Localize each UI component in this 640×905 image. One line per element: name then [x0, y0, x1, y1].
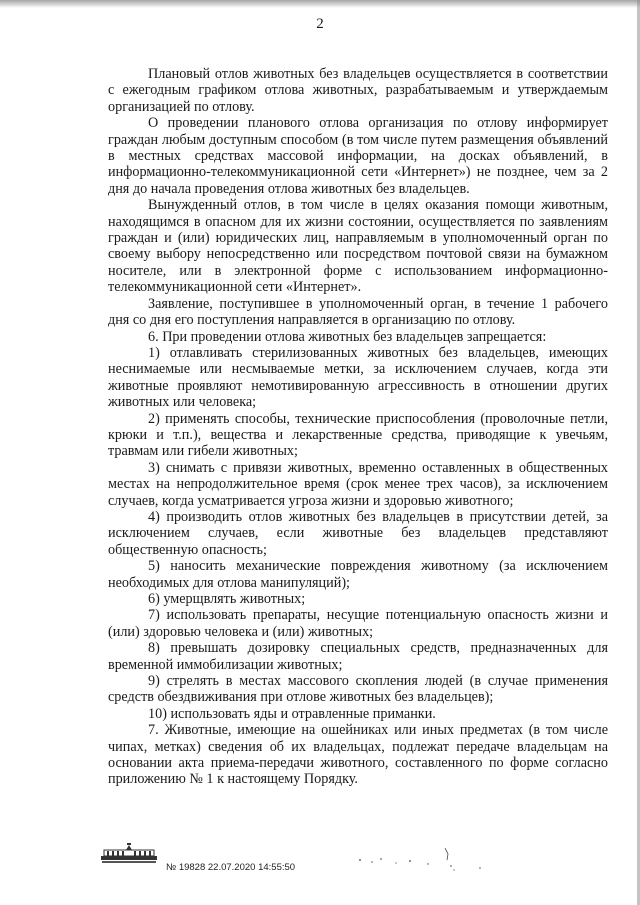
- scan-specks: [350, 842, 550, 882]
- paragraph-forced-catch: Вынужденный отлов, в том числе в целях оказания помощи животным, находящимся в опасном для их жизни состоянии, осуществляется по заявлениям граждан и (или) юридических лиц, направляемым в уполномоченный орган по своему выбору непосредственно или посредством почтовой связи на бумажном носителе, или в электронной форме с использованием информационно-телекоммуникационной сети «Интернет».: [108, 197, 608, 296]
- list-item-9: 9) стрелять в местах массового скопления людей (в случае применения средств обездвиживания при отлове животных без владельцев);: [108, 673, 608, 706]
- list-item-7: 7) использовать препараты, несущие потенциальную опасность жизни и (или) здоровью человека и (или) животных;: [108, 607, 608, 640]
- page-footer: [100, 836, 600, 876]
- scan-top-edge: [0, 0, 640, 8]
- list-item-4: 4) производить отлов животных без владельцев в присутствии детей, за исключением случаев, если животные без владельцев представляют общественную опасность;: [108, 508, 608, 558]
- list-item-10: 10) использовать яды и отравленные приманки.: [148, 705, 436, 722]
- paragraph-application: Заявление, поступившее в уполномоченный орган, в течение 1 рабочего дня со дня его поступления направляется в организацию по отлову.: [108, 295, 608, 329]
- paragraph-planned-notice: О проведении планового отлова организация по отлову информирует граждан любым доступным способом (в том числе путем размещения объявлений в местных средствах массовой информации, на досках объявлений, в информационно-телекоммуникационной сети «Интернет») не позднее, чем за 2 дня до начала проведения отлова животных без владельцев.: [108, 115, 608, 197]
- list-item-3: 3) снимать с привязи животных, временно оставленных в общественных местах на непродолжительное время (срок менее трех часов), за исключением случаев, когда усматривается угроза жизни и здоровью животного;: [108, 459, 608, 509]
- building-stamp-icon: [100, 842, 158, 864]
- document-registration-number: № 19828 22.07.2020 14:55:50: [166, 862, 296, 873]
- list-item-8: 8) превышать дозировку специальных средств, предназначенных для временной иммобилизации животных;: [108, 640, 608, 673]
- list-item-5: 5) наносить механические повреждения животному (за исключением необходимых для отлова манипуляций);: [108, 558, 608, 591]
- page-number: 2: [316, 16, 324, 32]
- list-item-1: 1) отлавливать стерилизованных животных без владельцев, имеющих неснимаемые или несмываемые метки, за исключением случаев, когда эти животные проявляют немотивированную агрессивность в отношении других животных или человека;: [108, 344, 608, 411]
- paragraph-planned-catch: Плановый отлов животных без владельцев осуществляется в соответствии с ежегодным графиком отлова животных, разрабатываемым и утверждаемым организацией по отлову.: [108, 66, 608, 115]
- list-item-6: 6) умерщвлять животных;: [148, 591, 306, 607]
- document-body: [108, 66, 608, 788]
- list-item-2: 2) применять способы, технические приспособления (проволочные петли, крюки и т.п.), вещества и лекарственные средства, приводящие к увечьям, травмам или гибели животных;: [108, 410, 608, 460]
- section-6-heading: 6. При проведении отлова животных без владельцев запрещается:: [148, 328, 547, 345]
- section-7-paragraph: 7. Животные, имеющие на ошейниках или иных предметах (в том числе чипах, метках) сведения об их владельцах, подлежат передаче владельцам на основании акта приема-передачи животного, составленного по форме согласно приложению № 1 к настоящему Порядку.: [108, 722, 608, 788]
